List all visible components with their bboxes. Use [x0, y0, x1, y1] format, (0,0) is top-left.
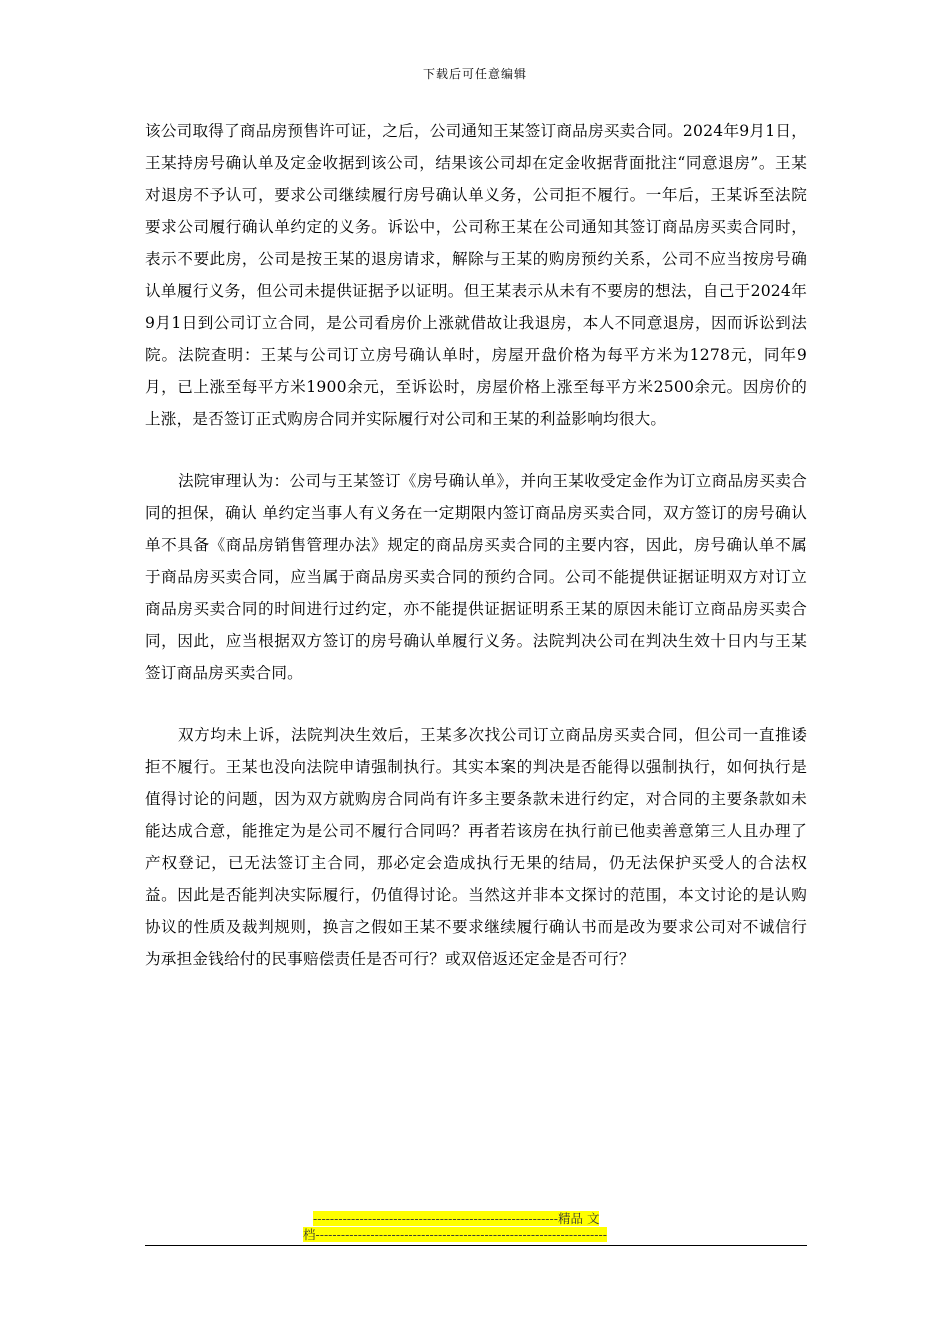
paragraph-spacer — [145, 689, 807, 719]
footer-highlight-2: 档--------------------------------------------------------------------- — [303, 1227, 607, 1242]
footer-highlight-1: ----------------------------------------------------------精品 文 — [313, 1211, 600, 1226]
paragraph-discussion: 双方均未上诉，法院判决生效后，王某多次找公司订立商品房买卖合同，但公司一直推诿拒不履行。王某也没向法院申请强制执行。其实本案的判决是否能得以强制执行，如何执行是值得讨论的问题，因为双方就购房合同尚有许多主要条款未进行约定，对合同的主要条款如未能达成合意，能推定为是公司不履行合同吗？再者若该房在执行前已他卖善意第三人且办理了产权登记，已无法签订主合同，那必定会造成执行无果的结局，仍无法保护买受人的合法权益。因此是否能判决实际履行，仍值得讨论。当然这并非本文探讨的范围，本文讨论的是认购协议的性质及裁判规则，换言之假如王某不要求继续履行确认书而是改为要求公司对不诚信行为承担金钱给付的民事赔偿责任是否可行？或双倍返还定金是否可行？ — [145, 726, 807, 968]
paragraph-court-opinion: 法院审理认为：公司与王某签订《房号确认单》，并向王某收受定金作为订立商品房买卖合同的担保，确认 单约定当事人有义务在一定期限内签订商品房买卖合同，双方签订的房号确认单不具备《商品房销售管理办法》规定的商品房买卖合同的主要内容，因此，房号确认单不属于商品房买卖合同，应当属于商品房买卖合同的预约合同。公司不能提供证据证明双方对订立商品房买卖合同的时间进行过约定，亦不能提供证据证明系王某的原因未能订立商品房买卖合同，因此，应当根据双方签订的房号确认单履行义务。法院判决公司在判决生效十日内与王某签订商品房买卖合同。 — [145, 472, 807, 682]
footer-line-2 — [145, 1227, 807, 1243]
document-body — [145, 115, 807, 975]
paragraph-case-facts: 该公司取得了商品房预售许可证，之后，公司通知王某签订商品房买卖合同。2024年9月1日，王某持房号确认单及定金收据到该公司，结果该公司却在定金收据背面批注“同意退房”。王某对退房不予认可，要求公司继续履行房号确认单义务，公司拒不履行。一年后，王某诉至法院要求公司履行确认单约定的义务。诉讼中，公司称王某在公司通知其签订商品房买卖合同时，表示不要此房，公司是按王某的退房请求，解除与王某的购房预约关系，公司不应当按房号确认单履行义务，但公司未提供证据予以证明。但王某表示从未有不要房的想法，自己于2024年9月1日到公司订立合同，是公司看房价上涨就借故让我退房，本人不同意退房，因而诉讼到法院。法院查明：王某与公司订立房号确认单时，房屋开盘价格为每平方米为1278元，同年9月，已上涨至每平方米1900余元，至诉讼时，房屋价格上涨至每平方米2500余元。因房价的上涨，是否签订正式购房合同并实际履行对公司和王某的利益影响均很大。 — [145, 122, 807, 428]
footer-line-1 — [145, 1211, 807, 1227]
footer-divider — [145, 1245, 807, 1246]
header-note: 下载后可任意编辑 — [422, 67, 527, 81]
paragraph-spacer — [145, 435, 807, 465]
footer-watermark — [145, 1211, 807, 1246]
